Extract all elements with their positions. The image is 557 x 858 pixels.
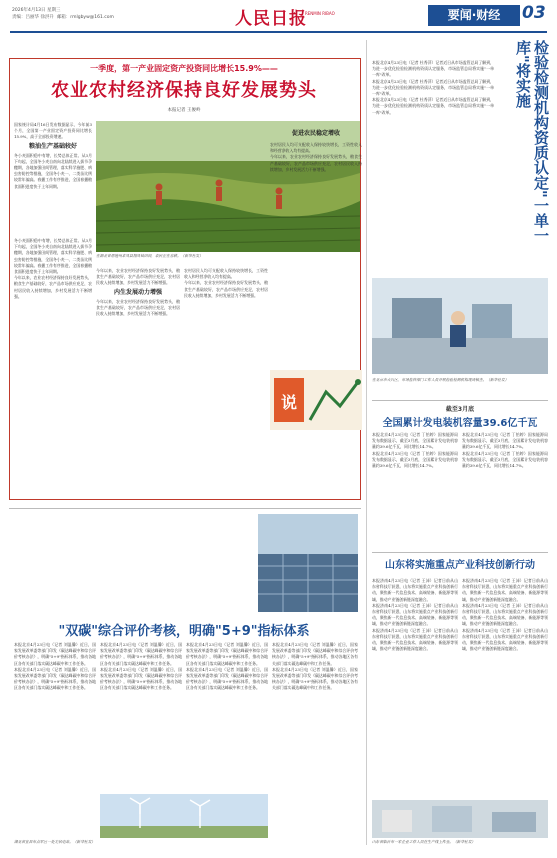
right-mid-headline: 全国累计发电装机容量39.6亿千瓦 [382,418,538,429]
right-bottom-body-col2: 本报济南4月23日电（记者 王沛）记者日前从山东省科技厅获悉，山东将实施重点产业科技创新行动，聚焦新一代信息技术、高端装备、新能源等领域，推动产业链创新链深度融合。 本报济南4月23日电（记者 王沛）记者日前从山东省科技厅获悉，山东将实施重点产业科技创新行动，聚焦新一代信息技术、高端装备、新能源等领域，推动产业链创新链深度融合。 本报济南4月23日电（记者 王沛）记者日前从山东省科技厅获悉，山东将实施重点产业科技创新行动，聚焦新一代信息技术、高端装备、新能源等领域，推动产业链创新链深度融合。 [462,578,548,652]
bottom-left-body-col1: 本报北京4月23日电（记者 刘温馨）近日，国家发展改革委等部门印发《碳达峰碳中和综合评价考核办法》，明确"5+9"指标体系，推动各地区各有关部门落实碳达峰碳中和工作任务。 本报北京4月23日电（记者 刘温馨）近日，国家发展改革委等部门印发《碳达峰碳中和综合评价考核办法》，明确"5+9"指标体系，推动各地区各有关部门落实碳达峰碳中和工作任务。 [14,642,96,691]
lab-inspection-photo [372,278,548,374]
right-mid-body-col1: 本报北京4月23日电（记者 丁怡婷）国家能源局发布数据显示，截至3月底，全国累计发电装机容量约39.6亿千瓦，同比增长14.7%。 本报北京4月23日电（记者 丁怡婷）国家能源局发布数据显示，截至3月底，全国累计发电装机容量约39.6亿千瓦，同比增长14.7%。 [372,432,458,469]
divider-right-2 [372,552,548,553]
right-top-headline: 检验检测机构资质认定"一单一库"将实施 [514,40,550,243]
bottom-left-body-col3: 本报北京4月23日电（记者 刘温馨）近日，国家发展改革委等部门印发《碳达峰碳中和综合评价考核办法》，明确"5+9"指标体系，推动各地区各有关部门落实碳达峰碳中和工作任务。 本报北京4月23日电（记者 刘温馨）近日，国家发展改革委等部门印发《碳达峰碳中和综合评价考核办法》，明确"5+9"指标体系，推动各地区各有关部门落实碳达峰碳中和工作任务。 [186,642,268,691]
main-article-intro: 国家统计局4月16日发布数据显示，今年前3个月，全国第一产业固定资产投资同比增长15.9%，高于全部投资增速。 [14,122,92,140]
illustration-graphic [270,370,362,430]
main-article-col4-text: 农村居民人均可支配收入保持较快增长，工资性收入和经营净收入均有提高。 今年以来，农业农村经济保持良好发展势头，粮食生产基础较好，农产品市场供应充足，农村居民收入持续增加，乡村发展活力不断增强。 [270,142,362,172]
subhead-momentum: 内生发展动力增强 [113,288,162,296]
masthead-info [12,7,114,21]
page-number: 03 [522,3,546,23]
main-article-headline: 农业农村经济保持良好发展势头 [51,80,317,101]
right-bottom-body-col1: 本报济南4月23日电（记者 王沛）记者日前从山东省科技厅获悉，山东将实施重点产业科技创新行动，聚焦新一代信息技术、高端装备、新能源等领域，推动产业链创新链深度融合。 本报济南4月23日电（记者 王沛）记者日前从山东省科技厅获悉，山东将实施重点产业科技创新行动，聚焦新一代信息技术、高端装备、新能源等领域，推动产业链创新链深度融合。 本报济南4月23日电（记者 王沛）记者日前从山东省科技厅获悉，山东将实施重点产业科技创新行动，聚焦新一代信息技术、高端装备、新能源等领域，推动产业链创新链深度融合。 [372,578,458,652]
svg-text:说: 说 [280,393,298,412]
masthead [0,0,557,40]
subhead-income: 促进农民稳定增收 [291,130,340,137]
issue-date: 2026年4月13日 星期三 [12,8,61,13]
bottom-left-caption: 湖北省宜昌市点军区一处光伏电站。（新华社发） [14,840,96,844]
right-mid-kicker: 截至3月底 [445,406,475,413]
main-article-byline: 本报记者 王俊岭 [167,108,201,113]
newspaper-logo: 人民日报 [235,9,307,29]
main-article-col1b: 冬小麦面积稳中有增，长势总体正常。从3月下旬起，全国冬小麦自南向北陆续进入拔节孕穗期，各地加强田间管理，落实科学施肥、病虫害防控等措施，全国冬小麦一、二类苗比例较常年偏高。春播工作有序推进，全国春播粮食面积进度快于上年同期。 今年以来，农业农村经济保持良好发展势头，粮食生产基础较好，农产品市场供应充足，农村居民收入持续增加，乡村发展活力不断增强。 [14,238,92,299]
right-bottom-headline: 山东将实施重点产业科技创新行动 [385,560,535,571]
main-article-col3: 农村居民人均可支配收入保持较快增长，工资性收入和经营净收入均有提高。 今年以来，农业农村经济保持良好发展势头，粮食生产基础较好，农产品市场供应充足，农村居民收入持续增加，乡村发展活力不断增强。 [184,268,268,298]
main-article-body1: 冬小麦面积稳中有增，长势总体正常。从3月下旬起，全国冬小麦自南向北陆续进入拔节孕穗期，各地加强田间管理，落实科学施肥、病虫害防控等措施，全国冬小麦一、二类苗比例较常年偏高。春播工作有序推进，全国春播粮食面积进度快于上年同期。 [14,152,92,189]
divider-right-1 [372,400,548,401]
solar-panels-photo [258,514,358,612]
bottom-left-photo [100,794,268,838]
subhead-grain: 粮油生产基础较好 [28,142,77,150]
right-mid-body-col2: 本报北京4月23日电（记者 丁怡婷）国家能源局发布数据显示，截至3月底，全国累计发电装机容量约39.6亿千瓦，同比增长14.7%。 本报北京4月23日电（记者 丁怡婷）国家能源局发布数据显示，截至3月底，全国累计发电装机容量约39.6亿千瓦，同比增长14.7%。 [462,432,548,469]
right-top-caption: 在北京市大兴区，市场监管部门工作人员开展检验检测机构现场核查。（新华社发） [372,378,509,382]
main-article-col1 [14,122,92,234]
masthead-rule [10,31,547,33]
editor-email: 邮箱：rmlgbyw@161.com [56,15,114,20]
right-bottom-caption: 山东省临沂市一家企业工作人员在生产线上作业。（新华社发） [372,840,476,844]
wind-turbines-photo [100,794,268,838]
main-photo-caption: 在湖北省恩施州来凤县翔凤镇田间，农民正在春耕。（新华社发） [96,254,203,258]
newspaper-logo-sub: RENMIN RIBAO [305,11,335,16]
bottom-left-headline: "双碳"综合评价考核，明确"5+9"指标体系 [58,624,310,639]
factory-photo [372,800,548,838]
bottom-left-photo-top [258,514,358,612]
main-article-kicker: 一季度，第一产业固定资产投资同比增长15.9%—— [90,64,278,73]
section-title: 要闻·财经 [428,5,520,26]
bottom-left-body-col4: 本报北京4月23日电（记者 刘温馨）近日，国家发展改革委等部门印发《碳达峰碳中和综合评价考核办法》，明确"5+9"指标体系，推动各地区各有关部门落实碳达峰碳中和工作任务。 本报北京4月23日电（记者 刘温馨）近日，国家发展改革委等部门印发《碳达峰碳中和综合评价考核办法》，明确"5+9"指标体系，推动各地区各有关部门落实碳达峰碳中和工作任务。 [272,642,358,691]
bottom-left-body-col2: 本报北京4月23日电（记者 刘温馨）近日，国家发展改革委等部门印发《碳达峰碳中和综合评价考核办法》，明确"5+9"指标体系，推动各地区各有关部门落实碳达峰碳中和工作任务。 本报北京4月23日电（记者 刘温馨）近日，国家发展改革委等部门印发《碳达峰碳中和综合评价考核办法》，明确"5+9"指标体系，推动各地区各有关部门落实碳达峰碳中和工作任务。 [100,642,182,691]
right-top-body: 本报北京4月23日电（记者 杜秀萍）记者近日从市场监管总局了解到，为进一步优化检验检测机构资质认定服务，市场监管总局将实施"一单一库"改革。 本报北京4月23日电（记者 杜秀萍）记者近日从市场监管总局了解到，为进一步优化检验检测机构资质认定服务，市场监管总局将实施"一单一库"改革。 本报北京4月23日电（记者 杜秀萍）记者近日从市场监管总局了解到，为进一步优化检验检测机构资质认定服务，市场监管总局将实施"一单一库"改革。 [372,60,494,115]
divider-bottom [9,508,361,509]
right-bottom-photo [372,800,548,838]
right-top-photo [372,278,548,374]
editors: 责编：吕丽华 徐洪升 [12,15,54,20]
income-illustration [270,370,362,430]
column-divider [366,40,367,845]
main-article-col2: 今年以来，农业农村经济保持良好发展势头，粮食生产基础较好，农产品市场供应充足，农村居民收入持续增加，乡村发展活力不断增强。 内生发展动力增强 今年以来，农业农村经济保持良好发展势头，粮食生产基础较好，农产品市场供应充足，农村居民收入持续增加，乡村发展活力不断增强。 [96,268,180,317]
